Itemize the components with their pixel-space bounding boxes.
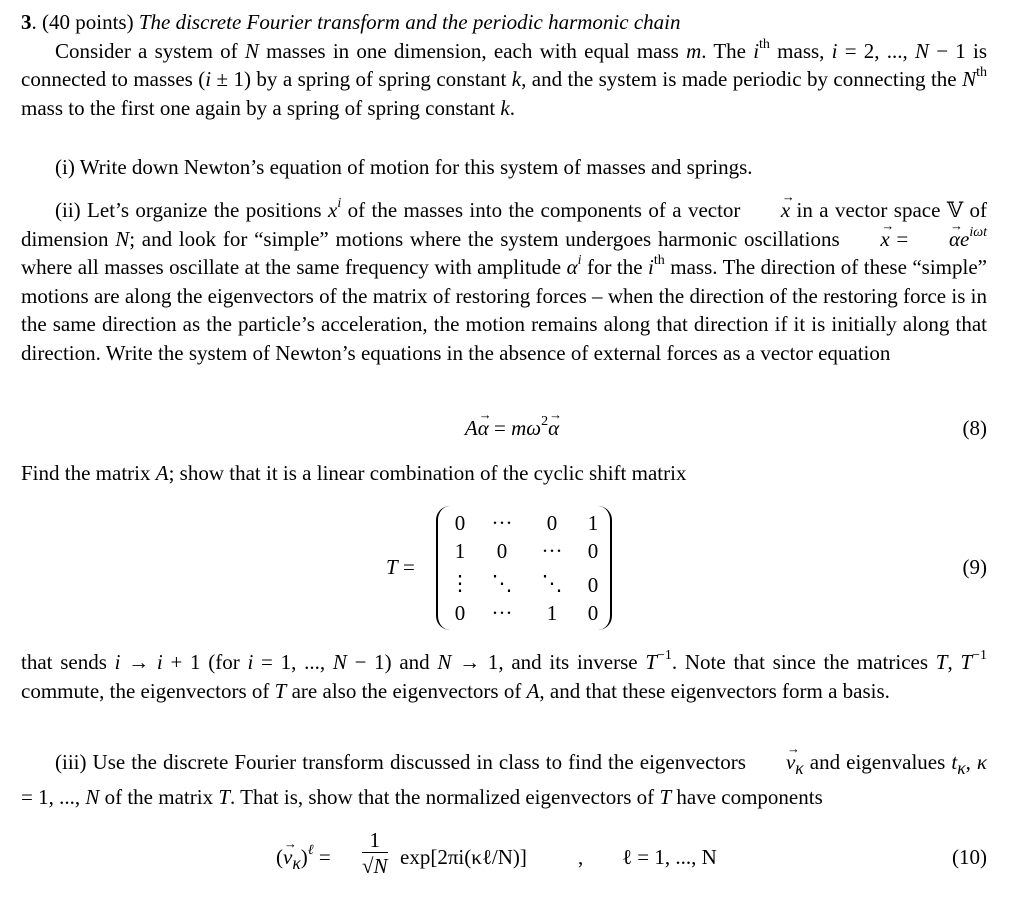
matrix-cell: 0 xyxy=(587,539,599,563)
matrix-cell: 0 xyxy=(587,601,599,625)
problem-number: 3 xyxy=(21,10,32,34)
problem-points: (40 points) xyxy=(42,10,134,34)
matrix-cell: 0 xyxy=(454,511,466,535)
matrix-T xyxy=(436,506,612,630)
matrix-cell: 0 xyxy=(546,511,558,535)
shift-description: that sends i → i + 1 (for i = 1, ..., N − 1) and N → 1, and its inverse $T^{-1}$. Note that since the matrices T, $T^{-1}$ commute, the eigenvectors of T are also the eigenvectors of A, and that these eigenvectors form a basis. xyxy=(21,648,988,703)
matrix-cell: ⋮ xyxy=(449,571,471,595)
matrix-cell: 0 xyxy=(496,539,508,563)
matrix-T-lhs: T = xyxy=(386,555,415,579)
matrix-cell: 0 xyxy=(454,601,466,625)
matrix-cell: 1 xyxy=(454,539,466,563)
part-iii-paragraph: (iii) Use the discrete Fourier transform discussed in class to find the eigenvectors → $v_\kappa$ and eigenvalues $t_\kappa$, κ = 1, ..., N of the matrix T. That is, show that the normalized eigenvectors of T have components xyxy=(21,748,987,811)
part-i-paragraph: (i) Write down Newton’s equation of motion for this system of masses and springs. xyxy=(55,155,753,179)
matrix-cell: ⋱ xyxy=(491,571,513,595)
problem-title: The discrete Fourier transform and the periodic harmonic chain xyxy=(138,10,681,34)
matrix-cell: 1 xyxy=(546,601,558,625)
find-matrix-text: Find the matrix A; show that it is a linear combination of the cyclic shift matrix xyxy=(21,461,687,485)
matrix-cell: ··· xyxy=(491,601,513,625)
equation-9-label: (9) xyxy=(962,555,987,579)
part-ii-paragraph: (ii) Let’s organize the positions $x^i$ of the masses into the components of a vector → x in a vector space 𝕍 of dimension N; and look for “simple” motions where the system undergoes harmonic oscillations → x = → $\alpha e^{i\omega t}$ where all masses oscillate at the same frequency with amplitude $\alpha^i$ for the $i^{th}$ mass. The direction of these “simple” motions are along the eigenvectors of the matrix of restoring forces – when the direction of the restoring force is in the same direction as the particle’s acceleration, the motion remains along that direction if it is initially along that direction. Write the system of Newton’s equations in the absence of external forces as a vector equation xyxy=(21,196,987,368)
equation-8-body: $A\to \alpha = m\omega^2\to \alpha$ xyxy=(0,414,1024,443)
equation-10: (→ $v_\kappa)^\ell$ = $\frac{1}{√N}$ exp[2πi(κℓ/N)] , ℓ = 1, ..., N xyxy=(276,828,796,888)
equation-10-range: ℓ = 1, ..., N xyxy=(622,845,717,869)
matrix-cell: ⋱ xyxy=(541,571,563,595)
matrix-cell: ··· xyxy=(541,539,563,563)
equation-10-label: (10) xyxy=(952,845,987,869)
matrix-cell: ··· xyxy=(491,511,513,535)
intro-paragraph: 3. (40 points) The discrete Fourier transform and the periodic harmonic chain Consider a system of N masses in one dimension, each with equal mass m. The $i^{th}$ mass, i = 2, ..., N − 1 is connected to masses (i ± 1) by a spring of spring constant k, and the system is made periodic by connecting the $N^{th}$ mass to the first one again by a spring of spring constant k. xyxy=(21,10,988,120)
matrix-cell: 0 xyxy=(587,573,599,597)
equation-10-rhs: exp[2πi(κℓ/N)] xyxy=(400,845,527,869)
normalization-fraction: $\frac{1}{√N}$ xyxy=(362,828,388,878)
equation-8-label: (8) xyxy=(962,416,987,440)
equation-8 xyxy=(0,408,1024,448)
matrix-cell: 1 xyxy=(587,511,599,535)
